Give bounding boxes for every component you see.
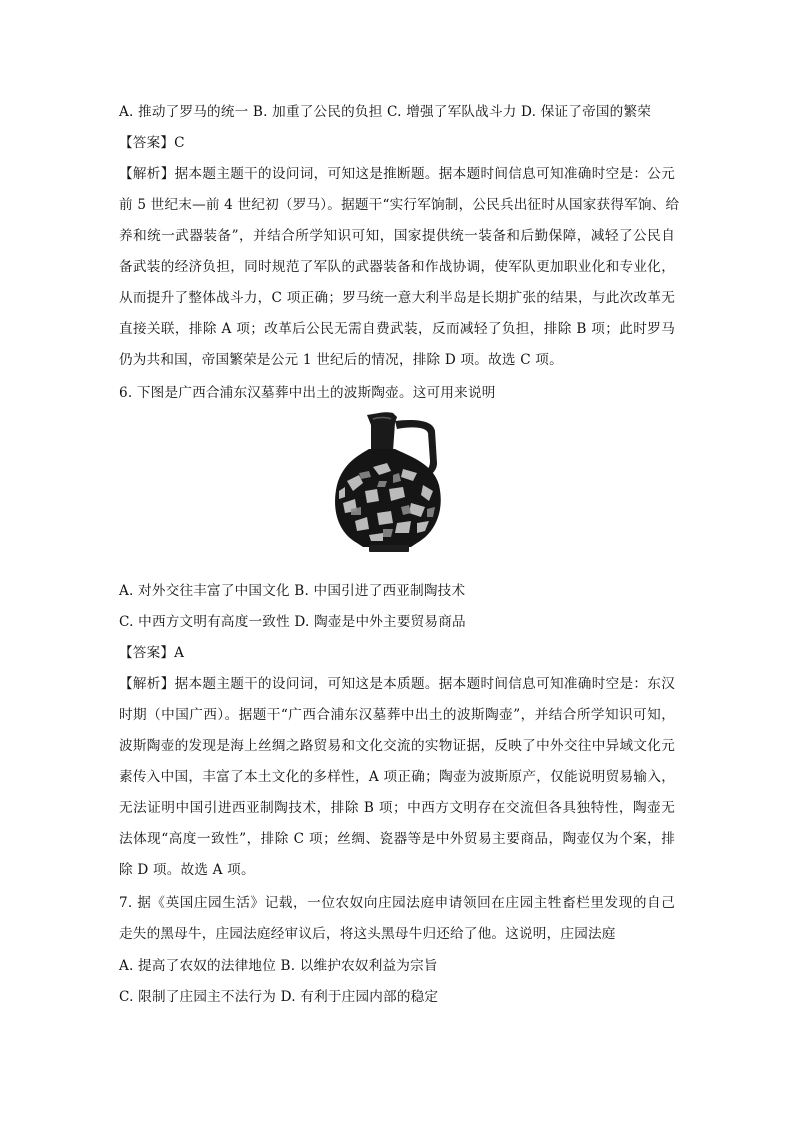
q5-options: A. 推动了罗马的统一 B. 加重了公民的负担 C. 增强了军队战斗力 D. 保证了帝国的繁荣 bbox=[119, 104, 652, 120]
q6-stem: 6. 下图是广西合浦东汉墓葬中出土的波斯陶壶。这可用来说明 bbox=[119, 385, 496, 401]
q6-analysis-line-4: 素传入中国，丰富了本土文化的多样性，A 项正确；陶壶为波斯原产，仅能说明贸易输入， bbox=[119, 769, 675, 785]
q7-stem-line-1: 7. 据《英国庄园生活》记载，一位农奴向庄园法庭申请领回在庄园主牲畜栏里发现的自己 bbox=[119, 895, 675, 911]
q6-options-row-1: A. 对外交往丰富了中国文化 B. 中国引进了西亚制陶技术 bbox=[119, 583, 466, 599]
q7-options-row-1: A. 提高了农奴的法律地位 B. 以维护农奴利益为宗旨 bbox=[119, 958, 438, 974]
q5-analysis-line-3: 养和统一武器装备”，并结合所学知识可知，国家提供统一装备和后勤保障，减轻了公民自 bbox=[119, 228, 675, 244]
q7-options-row-2: C. 限制了庄园主不法行为 D. 有利于庄园内部的稳定 bbox=[119, 989, 439, 1005]
q6-options-row-2: C. 中西方文明有高度一致性 D. 陶壶是中外主要贸易商品 bbox=[119, 614, 466, 630]
q6-analysis-line-1: 【解析】据本题主题干的设问词，可知这是本质题。据本题时间信息可知准确时空是：东汉 bbox=[119, 676, 675, 692]
q5-answer: 【答案】C bbox=[119, 135, 185, 151]
q5-analysis-line-2: 前 5 世纪末—前 4 世纪初（罗马）。据题干“实行军饷制，公民兵出征时从国家获得军饷、给 bbox=[119, 197, 680, 213]
q6-analysis-line-7: 除 D 项。故选 A 项。 bbox=[119, 862, 255, 878]
q5-analysis-line-4: 备武装的经济负担，同时规范了军队的武器装备和作战协调，使军队更加职业化和专业化， bbox=[119, 259, 675, 275]
persian-jar-image bbox=[333, 411, 445, 554]
q6-answer: 【答案】A bbox=[119, 645, 185, 661]
q5-analysis-line-7: 仍为共和国，帝国繁荣是公元 1 世纪后的情况，排除 D 项。故选 C 项。 bbox=[119, 352, 563, 368]
q6-analysis-line-6: 法体现“高度一致性”，排除 C 项；丝绸、瓷器等是中外贸易主要商品，陶壶仅为个案，排 bbox=[119, 831, 675, 847]
q5-analysis-line-1: 【解析】据本题主题干的设问词，可知这是推断题。据本题时间信息可知准确时空是：公元 bbox=[119, 166, 675, 182]
q6-analysis-line-5: 无法证明中国引进西亚制陶技术，排除 B 项；中西方文明存在交流但各具独特性，陶壶无 bbox=[119, 800, 675, 816]
q6-analysis-line-3: 波斯陶壶的发现是海上丝绸之路贸易和文化交流的实物证据，反映了中外交往中异域文化元 bbox=[119, 738, 675, 754]
q5-analysis-line-5: 从而提升了整体战斗力，C 项正确；罗马统一意大利半岛是长期扩张的结果，与此次改革无 bbox=[119, 290, 675, 306]
q5-analysis-line-6: 直接关联，排除 A 项；改革后公民无需自费武装，反而减轻了负担，排除 B 项；此时罗马 bbox=[119, 321, 675, 337]
q7-stem-line-2: 走失的黑母牛，庄园法庭经审议后，将这头黑母牛归还给了他。这说明，庄园法庭 bbox=[119, 926, 616, 942]
q6-analysis-line-2: 时期（中国广西）。据题干“广西合浦东汉墓葬中出土的波斯陶壶”，并结合所学知识可知， bbox=[119, 707, 675, 723]
